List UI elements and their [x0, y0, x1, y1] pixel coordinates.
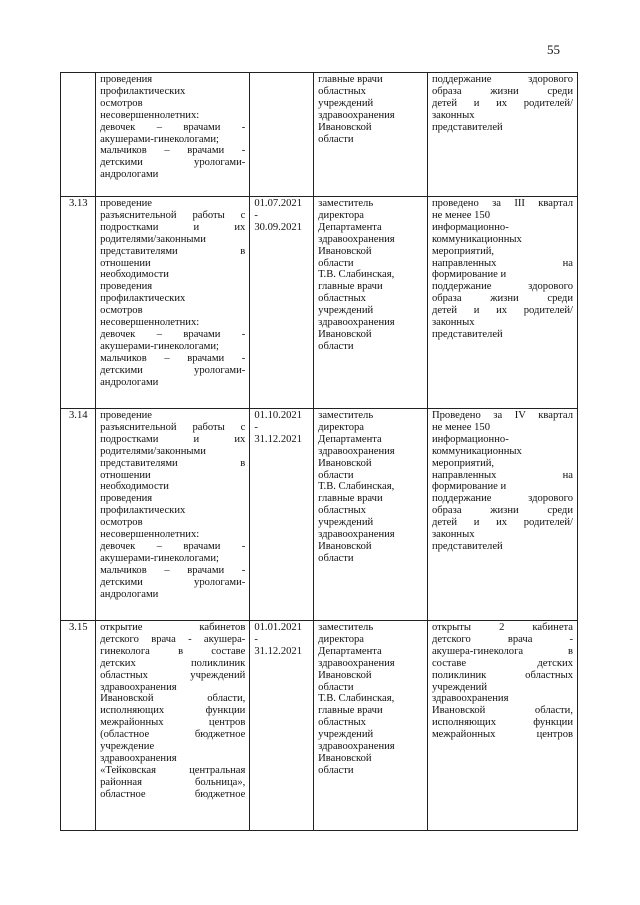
activity-line: мальчиков – врачами -: [100, 352, 246, 364]
responsible-line: области: [318, 133, 354, 145]
responsible-line: главные врачи: [318, 705, 383, 717]
result-line: составе детских: [431, 657, 573, 669]
result-line: образа жизни среди: [431, 85, 573, 97]
cell-activity: [96, 73, 250, 197]
responsible-line: Ивановской: [318, 457, 372, 469]
activity-line: необходимости: [100, 269, 169, 281]
responsible-line: здравоохранения: [318, 317, 395, 329]
result-line: поликлиник областных: [431, 669, 573, 681]
result-line: не менее 150: [431, 421, 490, 433]
result-line: поддержание здорового: [431, 74, 573, 85]
result-line: акушера-гинеколога в: [431, 645, 573, 657]
responsible-line: учреждений: [318, 729, 374, 741]
cell-responsible: [314, 409, 428, 621]
result-line: исполняющих функции: [431, 717, 573, 729]
cell-result: [427, 197, 577, 409]
dates-line: 01.07.2021: [254, 198, 302, 209]
activity-line: акушерами-гинекологами;: [100, 552, 219, 564]
result-line: учреждений: [431, 681, 487, 693]
activity-line: проведения: [100, 493, 153, 505]
result-line: не менее 150: [431, 209, 490, 221]
activity-line: профилактических: [100, 85, 186, 97]
activity-line: подростками и их: [100, 433, 246, 445]
activity-line: акушерами-гинекологами;: [100, 133, 219, 145]
responsible-line: здравоохранения: [318, 233, 395, 245]
dates-line: -: [254, 633, 258, 645]
dates-line: -: [254, 209, 258, 221]
result-line: проведено за III квартал: [431, 198, 573, 209]
responsible-line: Т.В. Слабинская,: [318, 269, 395, 281]
activity-line: детских поликлиник: [100, 657, 246, 669]
activity-line: профилактических: [100, 293, 186, 305]
row-number: 3.13: [61, 197, 96, 409]
activity-line: родителями/законными: [100, 445, 206, 457]
activity-line: отношении: [100, 469, 151, 481]
result-line: законных: [431, 529, 475, 541]
dates-line: 31.12.2021: [254, 645, 302, 657]
activity-line: мальчиков – врачами -: [100, 145, 246, 157]
plan-table: [60, 72, 578, 831]
responsible-line: Департамента: [318, 221, 382, 233]
activity-line: открытие кабинетов: [100, 622, 246, 633]
responsible-line: областных: [318, 85, 366, 97]
activity-line: «Тейковская центральная: [100, 764, 246, 776]
responsible-line: главные врачи: [318, 74, 383, 85]
activity-line: родителями/законными: [100, 233, 206, 245]
responsible-line: Т.В. Слабинская,: [318, 693, 395, 705]
activity-line: андрологами: [100, 169, 159, 181]
result-line: Проведено за IV квартал: [431, 410, 573, 421]
result-line: межрайонных центров: [431, 729, 573, 741]
responsible-line: директора: [318, 421, 364, 433]
result-line: детей и их родителей/: [431, 305, 573, 317]
activity-line: детскими урологами-: [100, 576, 246, 588]
result-line: коммуникационных: [431, 445, 522, 457]
activity-line: андрологами: [100, 376, 159, 388]
responsible-line: заместитель: [318, 622, 374, 633]
result-line: законных: [431, 317, 475, 329]
result-line: открыты 2 кабинета: [431, 622, 573, 633]
activity-line: областных учреждений: [100, 669, 246, 681]
responsible-line: заместитель: [318, 198, 374, 209]
responsible-line: учреждений: [318, 305, 374, 317]
activity-line: представителями в: [100, 245, 246, 257]
responsible-line: области: [318, 340, 354, 352]
result-line: поддержание здорового: [431, 493, 573, 505]
table-row: [61, 621, 578, 831]
result-line: представителей: [431, 328, 503, 340]
activity-line: необходимости: [100, 481, 169, 493]
activity-line: осмотров: [100, 97, 143, 109]
activity-line: проведение: [100, 198, 152, 209]
cell-dates: [250, 409, 314, 621]
responsible-line: здравоохранения: [318, 657, 395, 669]
responsible-line: здравоохранения: [318, 741, 395, 753]
activity-line: осмотров: [100, 305, 143, 317]
responsible-line: области: [318, 552, 354, 564]
cell-activity: [96, 409, 250, 621]
activity-line: акушерами-гинекологами;: [100, 340, 219, 352]
activity-line: разъяснительной работы с: [100, 421, 246, 433]
responsible-line: областных: [318, 717, 366, 729]
responsible-line: области: [318, 681, 354, 693]
cell-dates: [250, 197, 314, 409]
responsible-line: области: [318, 764, 354, 776]
table-row: [61, 73, 578, 197]
responsible-line: Ивановской: [318, 328, 372, 340]
result-line: информационно-: [431, 221, 509, 233]
activity-line: несовершеннолетних:: [100, 109, 200, 121]
responsible-line: Ивановской: [318, 540, 372, 552]
activity-line: разъяснительной работы с: [100, 209, 246, 221]
activity-line: подростками и их: [100, 221, 246, 233]
activity-line: Ивановской области,: [100, 693, 246, 705]
responsible-line: области: [318, 469, 354, 481]
cell-responsible: [314, 197, 428, 409]
cell-result: [427, 621, 577, 831]
result-line: поддержание здорового: [431, 281, 573, 293]
dates-line: 01.10.2021: [254, 410, 302, 421]
cell-activity: [96, 197, 250, 409]
responsible-line: Т.В. Слабинская,: [318, 481, 395, 493]
activity-line: исполняющих функции: [100, 705, 246, 717]
responsible-line: главные врачи: [318, 281, 383, 293]
responsible-line: учреждений: [318, 517, 374, 529]
result-line: законных: [431, 109, 475, 121]
result-line: направленных на: [431, 257, 573, 269]
responsible-line: заместитель: [318, 410, 374, 421]
responsible-line: областных: [318, 293, 366, 305]
page-number: 55: [547, 42, 560, 57]
cell-dates: [250, 73, 314, 197]
responsible-line: учреждений: [318, 97, 374, 109]
result-line: представителей: [431, 540, 503, 552]
row-number: 3.14: [61, 409, 96, 621]
result-line: мероприятий,: [431, 245, 495, 257]
activity-line: межрайонных центров: [100, 717, 246, 729]
responsible-line: главные врачи: [318, 493, 383, 505]
responsible-line: директора: [318, 633, 364, 645]
responsible-line: здравоохранения: [318, 529, 395, 541]
row-number: [61, 73, 96, 197]
result-line: формирование и: [431, 481, 507, 493]
dates-line: 01.01.2021: [254, 622, 302, 633]
result-line: детского врача -: [431, 633, 573, 645]
result-line: Ивановской области,: [431, 705, 573, 717]
activity-line: мальчиков – врачами -: [100, 564, 246, 576]
responsible-line: Ивановской: [318, 752, 372, 764]
result-line: здравоохранения: [431, 693, 509, 705]
activity-line: проведения: [100, 74, 153, 85]
activity-line: детского врача - акушера-: [100, 633, 246, 645]
table-row: [61, 409, 578, 621]
activity-line: девочек – врачами -: [100, 121, 246, 133]
responsible-line: директора: [318, 209, 364, 221]
cell-activity: [96, 621, 250, 831]
result-line: формирование и: [431, 269, 507, 281]
responsible-line: Департамента: [318, 645, 382, 657]
activity-line: профилактических: [100, 505, 186, 517]
activity-line: осмотров: [100, 517, 143, 529]
responsible-line: Ивановской: [318, 121, 372, 133]
activity-line: областное бюджетное: [100, 788, 246, 800]
row-number: 3.15: [61, 621, 96, 831]
activity-line: несовершеннолетних:: [100, 529, 200, 541]
activity-line: девочек – врачами -: [100, 540, 246, 552]
activity-line: районная больница»,: [100, 776, 246, 788]
cell-responsible: [314, 73, 428, 197]
activity-line: андрологами: [100, 588, 159, 600]
responsible-line: областных: [318, 505, 366, 517]
cell-dates: [250, 621, 314, 831]
activity-line: (областное бюджетное: [100, 729, 246, 741]
result-line: образа жизни среди: [431, 505, 573, 517]
cell-result: [427, 409, 577, 621]
result-line: детей и их родителей/: [431, 517, 573, 529]
activity-line: проведение: [100, 410, 152, 421]
responsible-line: Департамента: [318, 433, 382, 445]
responsible-line: Ивановской: [318, 669, 372, 681]
responsible-line: здравоохранения: [318, 445, 395, 457]
cell-result: [427, 73, 577, 197]
result-line: направленных на: [431, 469, 573, 481]
activity-line: несовершеннолетних:: [100, 317, 200, 329]
result-line: информационно-: [431, 433, 509, 445]
result-line: коммуникационных: [431, 233, 522, 245]
activity-line: детскими урологами-: [100, 157, 246, 169]
activity-line: проведения: [100, 281, 153, 293]
activity-line: отношении: [100, 257, 151, 269]
cell-responsible: [314, 621, 428, 831]
activity-line: здравоохранения: [100, 681, 177, 693]
result-line: образа жизни среди: [431, 293, 573, 305]
activity-line: учреждение: [100, 741, 155, 753]
activity-line: представителями в: [100, 457, 246, 469]
responsible-line: Ивановской: [318, 245, 372, 257]
result-line: детей и их родителей/: [431, 97, 573, 109]
responsible-line: здравоохранения: [318, 109, 395, 121]
result-line: мероприятий,: [431, 457, 495, 469]
responsible-line: области: [318, 257, 354, 269]
activity-line: детскими урологами-: [100, 364, 246, 376]
activity-line: девочек – врачами -: [100, 328, 246, 340]
dates-line: -: [254, 421, 258, 433]
plan-table-body: [61, 73, 578, 831]
activity-line: гинеколога в составе: [100, 645, 246, 657]
dates-line: 30.09.2021: [254, 221, 302, 233]
result-line: представителей: [431, 121, 503, 133]
activity-line: здравоохранения: [100, 752, 177, 764]
dates-line: 31.12.2021: [254, 433, 302, 445]
table-row: [61, 197, 578, 409]
